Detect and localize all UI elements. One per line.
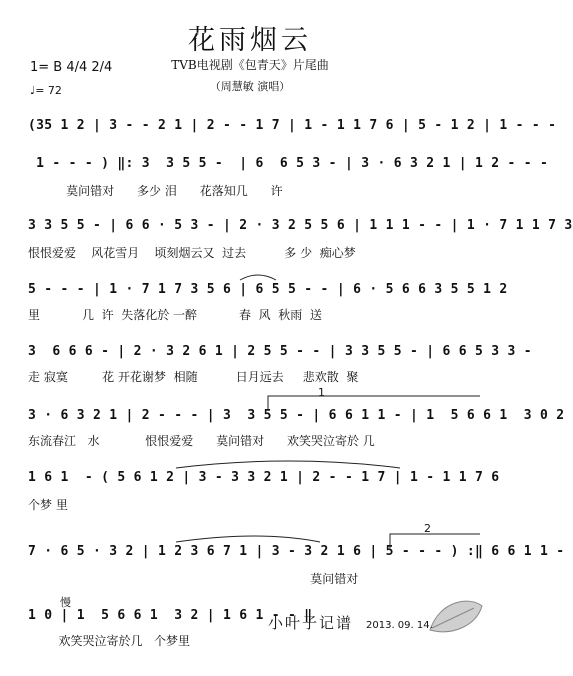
tempo-mark: ♩= 72 [30,84,62,97]
volta-2-bracket [390,534,480,548]
lyric-row-4: 里 几 许 失落化於 一醉 春 风 秋雨 送 [28,308,322,322]
lyric-row-7: 个梦 里 [28,498,68,512]
slur-mark [176,461,400,468]
leaf-icon [430,601,482,632]
notation-row-3: 3 3 5 5 - | 6 6 · 5 3 - | 2 · 3 2 5 5 6 | 1 1 1 - - | 1 · 7 1 1 7 3 [28,218,573,233]
notation-row-8: 7 · 6 5 · 3 2 | 1 2 3 6 7 1 | 3 - 3 2 1 6 | 5 - - - ) :‖ 6 6 1 1 - [28,544,565,559]
lyric-row-9: 欢笑哭泣寄於几 个梦里 [28,634,190,648]
notation-row-9: 1 0 | 1 5 6 6 1 3 2 | 1 6 1 - - ‖ [28,608,313,623]
notation-row-4: 5 - - - | 1 · 7 1 7 3 5 6 | 6 5 5 - - | 6 · 5 6 6 3 5 5 1 2 [28,282,508,297]
notation-row-6: 3 · 6 3 2 1 | 2 - - - | 3 3 5 5 - | 6 6 1 1 - | 1 5 6 6 1 3 0 2 [28,408,565,423]
notation-row-5: 3 6 6 6 - | 2 · 3 2 6 1 | 2 5 5 - - | 3 3 5 5 - | 6 6 5 3 3 - [28,344,532,359]
song-subtitle: TVB电视剧《包青天》片尾曲 [171,58,329,72]
key-signature: 1= B 4/4 2/4 [30,60,113,75]
notation-row-1: (35 1 2 | 3 - - 2 1 | 2 - - 1 7 | 1 - 1 1 7 6 | 5 - 1 2 | 1 - - - [28,118,557,133]
lyric-row-2: 莫问错对 多少 泪 花落知几 许 [28,184,283,198]
lyric-row-6: 东流春江 水 恨恨爱爱 莫问错对 欢笑哭泣寄於 几 [28,434,375,448]
volta-1-number: 1 [318,386,325,399]
transcriber-credit: 小叶子记谱 [268,614,354,632]
volta-2-number: 2 [424,522,431,535]
volta-1-bracket [268,396,480,410]
notation-row-2: 1 - - - ) ‖: 3 3 5 5 - | 6 6 5 3 - | 3 · 6 3 2 1 | 1 2 - - - [28,156,549,171]
singer-credit: （周慧敏 演唱） [209,80,291,93]
lyric-row-3: 恨恨爱爱 风花雪月 顷刻烟云又 过去 多 少 痴心梦 [28,246,356,260]
notation-row-7: 1 6 1 - ( 5 6 1 2 | 3 - 3 3 2 1 | 2 - - 1 7 | 1 - 1 1 7 6 [28,470,500,485]
slur-mark [240,275,276,280]
slow-tempo-mark: 慢 [60,596,71,609]
lyric-row-8: 莫问错对 [28,572,359,586]
slur-mark [176,536,320,542]
transcription-date: 2013. 09. 14. [366,620,433,631]
song-title: 花雨烟云 [188,25,312,56]
lyric-row-5: 走 寂寞 花 开花谢梦 相随 日月远去 悲欢散 聚 [28,370,359,384]
